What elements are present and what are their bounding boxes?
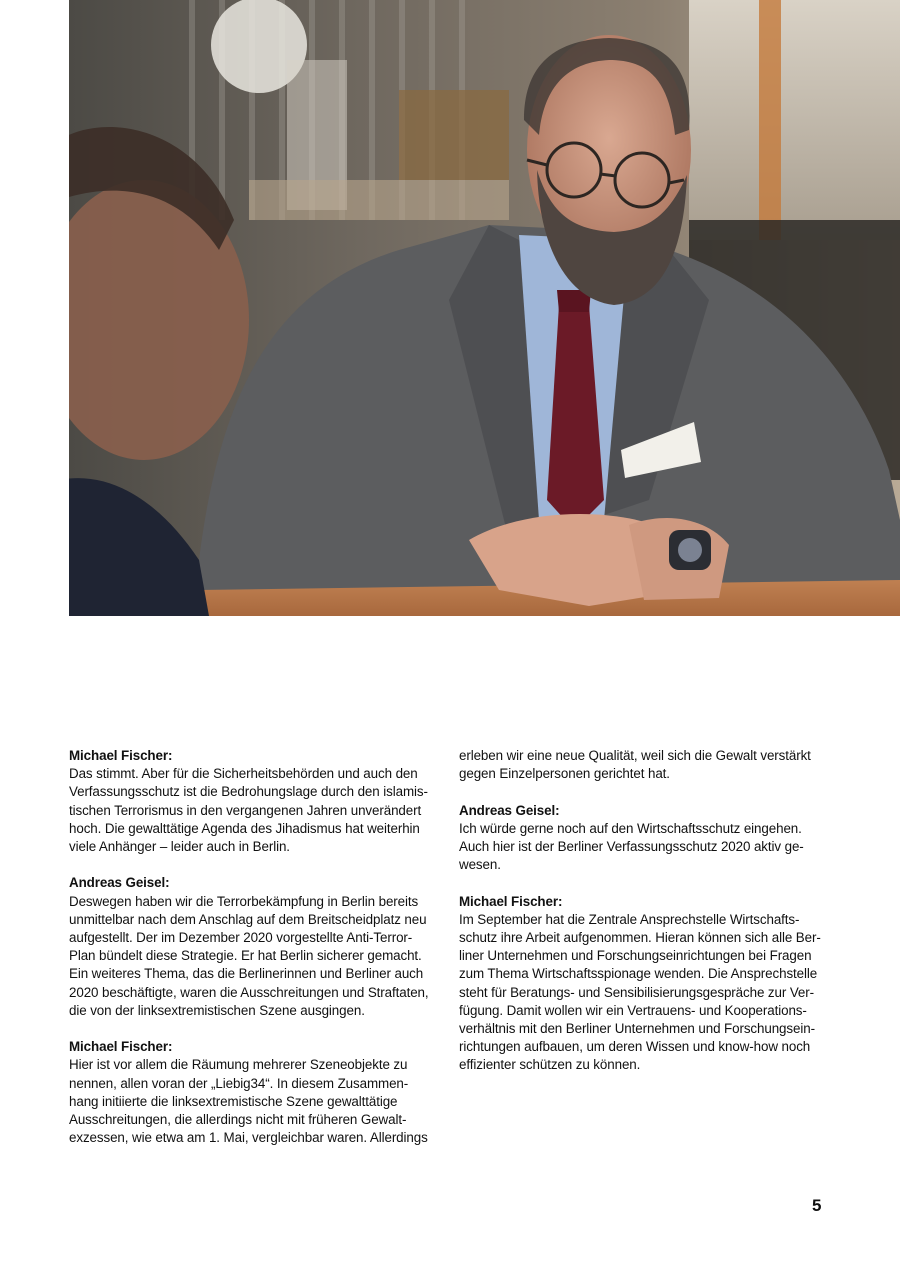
text-line: Plan bündelt diese Strategie. Er hat Berlin sicherer gemacht. — [69, 948, 422, 964]
text-line: gegen Einzelpersonen gerichtet hat. — [459, 766, 670, 782]
text-line: die von der linksextremistischen Szene ausgingen. — [69, 1002, 365, 1018]
text-line: Ein weiteres Thema, das die Berlinerinnen und Berliner auch — [69, 966, 424, 982]
text-line: hoch. Die gewalttätige Agenda des Jihadismus hat weiterhin — [69, 820, 420, 836]
text-line: zum Thema Wirtschaftsspionage wenden. Die Ansprechstelle — [459, 966, 818, 982]
text-line: liner Unternehmen und Forschungseinrichtungen bei Fragen — [459, 948, 812, 964]
text-line: unmittelbar nach dem Anschlag auf dem Breitscheidplatz neu — [69, 911, 427, 927]
speaker-name: Andreas Geisel: — [459, 802, 560, 818]
text-line: fügung. Damit wollen wir ein Vertrauens- und Kooperations- — [459, 1002, 807, 1018]
text-line: Das stimmt. Aber für die Sicherheitsbehörden und auch den — [69, 766, 418, 782]
text-line: Auch hier ist der Berliner Verfassungsschutz 2020 aktiv ge- — [459, 839, 804, 854]
text-line: exzessen, wie etwa am 1. Mai, vergleichbar waren. Allerdings — [69, 1130, 428, 1146]
page-number: 5 — [812, 1196, 822, 1215]
text-line: erleben wir eine neue Qualität, weil sich die Gewalt verstärkt — [459, 748, 811, 763]
speaker-name: Michael Fischer: — [69, 1039, 173, 1055]
interview-block — [69, 1038, 445, 1147]
interview-block — [69, 874, 445, 1020]
text-line: effizienter schützen zu können. — [459, 1057, 641, 1073]
text-line: tischen Terrorismus in den vergangenen Jahren unverändert — [69, 802, 422, 818]
interview-block-continued — [459, 747, 835, 783]
text-line: Ich würde gerne noch auf den Wirtschaftsschutz eingehen. — [459, 820, 802, 836]
text-line: 2020 beschäftigte, waren die Ausschreitungen und Straftaten, — [69, 984, 429, 1000]
text-line: Deswegen haben wir die Terrorbekämpfung in Berlin bereits — [69, 893, 419, 909]
speaker-name: Michael Fischer: — [459, 893, 563, 909]
interview-photo-illustration — [69, 0, 900, 616]
text-line: hang initiierte die linksextremistische Szene gewalttätige — [69, 1093, 398, 1109]
interview-photo — [69, 0, 900, 616]
text-line: richtungen aufbauen, um deren Wissen und know-how noch — [459, 1039, 811, 1055]
text-column-left — [69, 747, 445, 1166]
text-line: schutz ihre Arbeit aufgenommen. Hieran können sich alle Ber- — [459, 930, 821, 945]
speaker-name: Michael Fischer: — [69, 748, 173, 763]
text-line: Ausschreitungen, die allerdings nicht mit früheren Gewalt- — [69, 1112, 407, 1128]
text-line: viele Anhänger – leider auch in Berlin. — [69, 839, 290, 855]
text-line: aufgestellt. Der im Dezember 2020 vorgestellte Anti-Terror- — [69, 930, 413, 946]
text-line: wesen. — [459, 857, 501, 873]
text-line: nennen, allen voran der „Liebig34“. In diesem Zusammen- — [69, 1075, 409, 1091]
text-line: verhältnis mit den Berliner Unternehmen und Forschungsein- — [459, 1021, 815, 1037]
interview-block — [459, 802, 835, 875]
text-line: Im September hat die Zentrale Ansprechstelle Wirtschafts- — [459, 911, 800, 927]
text-line: steht für Beratungs- und Sensibilisierungsgespräche zur Ver- — [459, 984, 814, 1000]
text-line: Verfassungsschutz ist die Bedrohungslage durch den islamis- — [69, 784, 428, 800]
text-column-right — [459, 747, 835, 1093]
speaker-name: Andreas Geisel: — [69, 875, 170, 891]
text-line: Hier ist vor allem die Räumung mehrerer Szeneobjekte zu — [69, 1057, 408, 1073]
interview-block — [459, 893, 835, 1075]
interview-block — [69, 747, 445, 856]
